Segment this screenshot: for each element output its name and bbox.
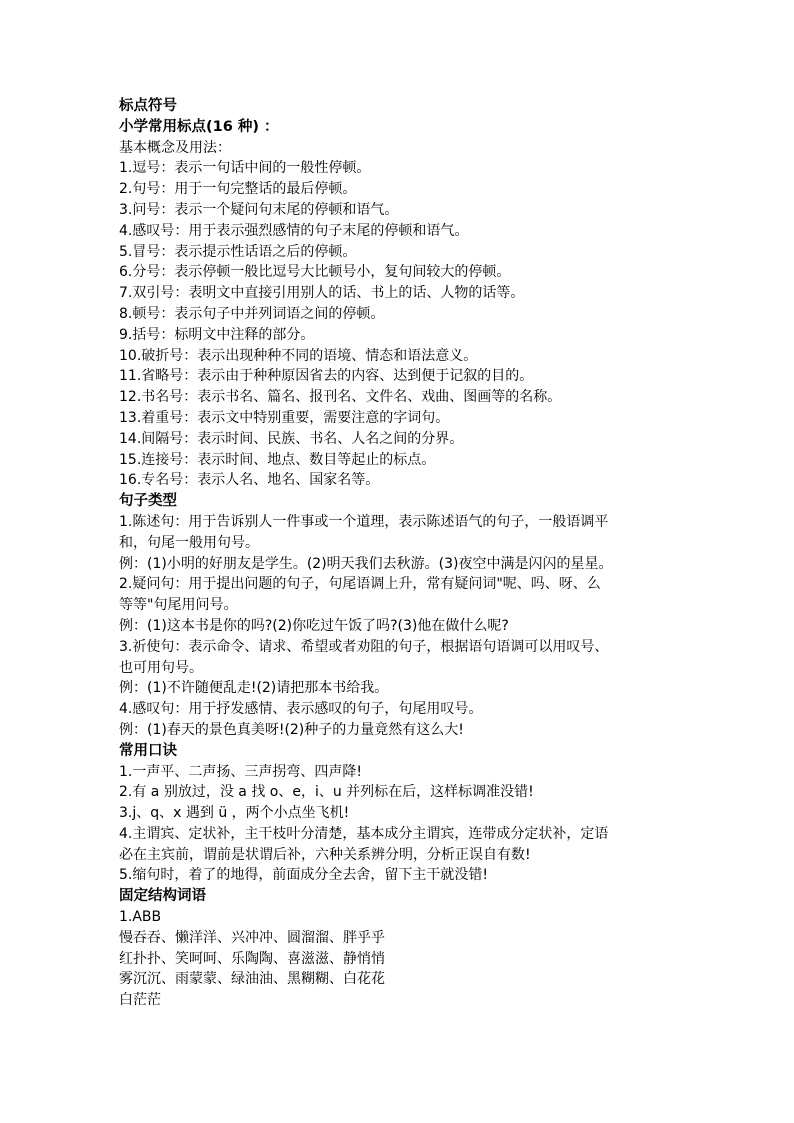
section-heading-sentence-types: 句子类型 xyxy=(119,493,177,510)
list-item: 2.句号：用于一句完整话的最后停顿。 xyxy=(119,181,357,198)
list-item: 14.间隔号：表示时间、民族、书名、人名之间的分界。 xyxy=(119,430,464,447)
list-item: 5.缩句时，着了的地得，前面成分全去舍，留下主干就没错! xyxy=(119,867,488,884)
list-item: 和，句尾一般用句号。 xyxy=(119,534,259,551)
list-item: 例：(1)这本书是你的吗?(2)你吃过午饭了吗?(3)他在做什么呢? xyxy=(119,617,509,634)
section-subtitle: 小学常用标点(16 种) ： xyxy=(119,118,279,135)
list-item: 白茫茫 xyxy=(119,992,161,1009)
list-item: 2.疑问句：用于提出问题的句子，句尾语调上升，常有疑问词"呢、吗、呀、么 xyxy=(119,576,601,593)
list-item: 3.问号：表示一个疑问句末尾的停顿和语气。 xyxy=(119,201,399,218)
list-item: 10.破折号：表示出现种种不同的语境、情态和语法意义。 xyxy=(119,347,478,364)
list-item: 1.陈述句：用于告诉别人一件事或一个道理，表示陈述语气的句子，一般语调平 xyxy=(119,513,609,530)
list-item: 例：(1)小明的好朋友是学生。(2)明天我们去秋游。(3)夜空中满是闪闪的星星。 xyxy=(119,555,613,572)
list-item: 红扑扑、笑呵呵、乐陶陶、喜滋滋、静悄悄 xyxy=(119,950,385,967)
list-item: 7.双引号：表明文中直接引用别人的话、书上的话、人物的话等。 xyxy=(119,285,525,302)
list-item: 4.感叹句：用于抒发感情、表示感叹的句子，句尾用叹号。 xyxy=(119,701,483,718)
list-item: 等等"句尾用问号。 xyxy=(119,597,238,614)
list-item: 12.书名号：表示书名、篇名、报刊名、文件名、戏曲、图画等的名称。 xyxy=(119,389,562,406)
page-title: 标点符号 xyxy=(119,98,177,114)
list-item: 4.主谓宾、定状补，主干枝叶分清楚，基本成分主谓宾，连带成分定状补，定语 xyxy=(119,825,609,842)
list-item: 4.感叹号：用于表示强烈感情的句子末尾的停顿和语气。 xyxy=(119,222,469,239)
punctuation-list xyxy=(119,158,679,491)
section-heading-fixed-structures: 固定结构词语 xyxy=(119,888,206,905)
sentence-types-list xyxy=(119,512,679,741)
list-item: 1.逗号：表示一句话中间的一般性停顿。 xyxy=(119,160,371,177)
list-item: 必在主宾前，谓前是状谓后补，六种关系辨分明，分析正误自有数! xyxy=(119,846,531,863)
list-item: 3.祈使句：表示命令、请求、希望或者劝阻的句子，根据语句语调可以用叹号、 xyxy=(119,638,609,655)
list-item: 雾沉沉、雨蒙蒙、绿油油、黑糊糊、白花花 xyxy=(119,971,385,988)
list-item: 2.有 a 别放过，没 a 找 o、e，i、u 并列标在后，这样标调准没错! xyxy=(119,784,534,801)
list-item: 15.连接号：表示时间、地点、数目等起止的标点。 xyxy=(119,451,436,468)
list-item: 5.冒号：表示提示性话语之后的停顿。 xyxy=(119,243,357,260)
list-item: 慢吞吞、懒洋洋、兴冲冲、圆溜溜、胖乎乎 xyxy=(119,929,385,946)
list-item: 11.省略号：表示由于种种原因省去的内容、达到便于记叙的目的。 xyxy=(119,368,534,385)
list-item: 例：(1)春天的景色真美呀!(2)种子的力量竟然有这么大! xyxy=(119,721,464,738)
list-item: 13.着重号：表示文中特别重要，需要注意的字词句。 xyxy=(119,409,450,426)
fixed-structures-list xyxy=(119,907,679,1011)
list-item: 16.专名号：表示人名、地名、国家名等。 xyxy=(119,472,380,489)
list-item: 例：(1)不许随便乱走!(2)请把那本书给我。 xyxy=(119,680,389,697)
list-item: 1.ABB xyxy=(119,909,162,926)
list-item: 6.分号：表示停顿一般比逗号大比顿号小，复句间较大的停顿。 xyxy=(119,264,511,281)
section-heading-mnemonics: 常用口诀 xyxy=(119,742,177,759)
document-page xyxy=(119,96,679,1011)
list-item: 1.一声平、二声扬、三声拐弯、四声降! xyxy=(119,763,362,780)
list-item: 9.括号：标明文中注释的部分。 xyxy=(119,326,315,343)
list-item: 3.j、q、x 遇到 ü ，两个小点坐飞机! xyxy=(119,805,350,822)
list-item: 8.顿号：表示句子中并列词语之间的停顿。 xyxy=(119,305,385,322)
list-item: 也可用句号。 xyxy=(119,659,203,676)
mnemonics-list xyxy=(119,762,679,887)
intro-text: 基本概念及用法： xyxy=(119,139,231,156)
